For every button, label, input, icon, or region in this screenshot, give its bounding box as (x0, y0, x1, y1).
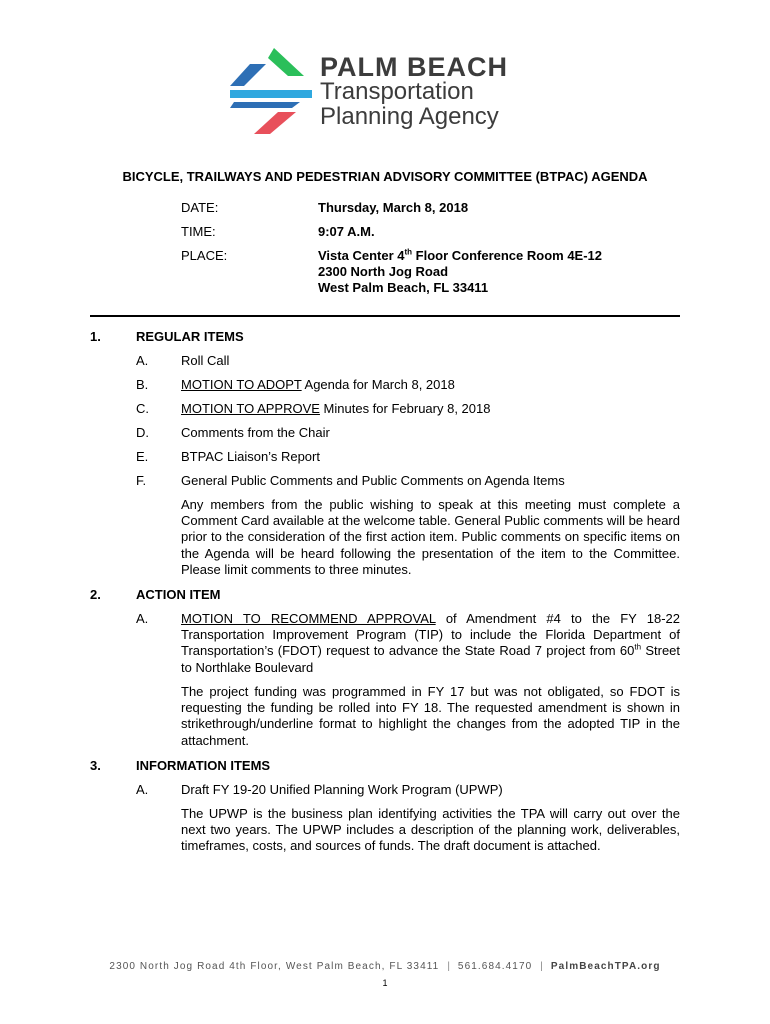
tpa-logo-icon (230, 46, 312, 136)
section-2-number: 2. (90, 587, 101, 602)
logo-text-planning-agency: Planning Agency (320, 103, 499, 130)
logo-text-transportation: Transportation (320, 78, 474, 105)
logo-text-palm-beach: PALM BEACH (320, 52, 508, 82)
item-1e-letter: E. (136, 449, 149, 464)
item-3a-text: Draft FY 19-20 Unified Planning Work Program (UPWP) (181, 782, 503, 797)
section-1-title: REGULAR ITEMS (136, 329, 244, 344)
date-value: Thursday, March 8, 2018 (318, 200, 469, 215)
action-item-paragraph: The project funding was programmed in FY 17 but was not obligated, so FDOT is requesting the funding be rolled into FY 18. The requested amendment is shown in strikethrough/underline format to highlight the changes from the adopted TIP in the attachment. (181, 684, 680, 748)
place-label: PLACE: (181, 248, 228, 263)
item-1b-letter: B. (136, 377, 149, 392)
footer-phone: 561.684.4170 (457, 961, 533, 972)
upwp-paragraph: The UPWP is the business plan identifying activities the TPA will carry out over the next two years. The UPWP includes a description of the planning work, deliverables, timeframes, costs, and sources of funds. The draft document is attached. (181, 806, 680, 854)
item-1e-text: BTPAC Liaison’s Report (181, 449, 320, 464)
item-1a-letter: A. (136, 353, 149, 368)
place-line-3: West Palm Beach, FL 33411 (318, 280, 489, 295)
footer-separator-2: | (540, 961, 543, 972)
date-label: DATE: (181, 200, 219, 215)
item-2a-letter: A. (136, 611, 149, 626)
divider (90, 315, 680, 317)
item-1f-text: General Public Comments and Public Comments on Agenda Items (181, 473, 565, 488)
item-2a-text: MOTION TO RECOMMEND APPROVAL of Amendment #4 to the FY 18-22 Transportation Improvement Program (TIP) to include the Florida Department of Transportation’s (FDOT) request to advance the State Road 7 project from 60th Street to Northlake Boulevard (181, 611, 681, 675)
place-line-1: Vista Center 4th Floor Conference Room 4E-12 (318, 247, 603, 263)
public-comment-paragraph: Any members from the public wishing to speak at this meeting must complete a Comment Card available at the welcome table. General Public comments will be heard prior to the consideration of the first action item. Public comments on specific items on the Agenda will be heard following the presentation of the item to the Committee. Please limit comments to three minutes. (181, 497, 680, 577)
section-2-title: ACTION ITEM (136, 587, 221, 602)
footer-address: 2300 North Jog Road 4th Floor, West Palm Beach, FL 33411 (109, 961, 440, 972)
agenda-title: BICYCLE, TRAILWAYS AND PEDESTRIAN ADVISORY COMMITTEE (BTPAC) AGENDA (122, 169, 648, 184)
item-3a-letter: A. (136, 782, 149, 797)
section-1-number: 1. (90, 329, 101, 344)
item-1d-letter: D. (136, 425, 149, 440)
item-1c-text: MOTION TO APPROVE Minutes for February 8, 2018 (181, 401, 491, 416)
time-label: TIME: (181, 224, 216, 239)
time-value: 9:07 A.M. (318, 224, 375, 239)
item-1f-letter: F. (136, 473, 147, 488)
section-3-number: 3. (90, 758, 101, 773)
section-3-title: INFORMATION ITEMS (136, 758, 271, 773)
footer (0, 961, 770, 972)
item-1c-letter: C. (136, 401, 149, 416)
item-1a-text: Roll Call (181, 353, 230, 368)
page-number: 1 (382, 978, 388, 988)
place-line-2: 2300 North Jog Road (318, 264, 449, 279)
footer-website-link[interactable]: PalmBeachTPA.org (550, 961, 661, 972)
footer-separator-1: | (447, 961, 450, 972)
item-1b-text: MOTION TO ADOPT Agenda for March 8, 2018 (181, 377, 455, 392)
item-1d-text: Comments from the Chair (181, 425, 330, 440)
